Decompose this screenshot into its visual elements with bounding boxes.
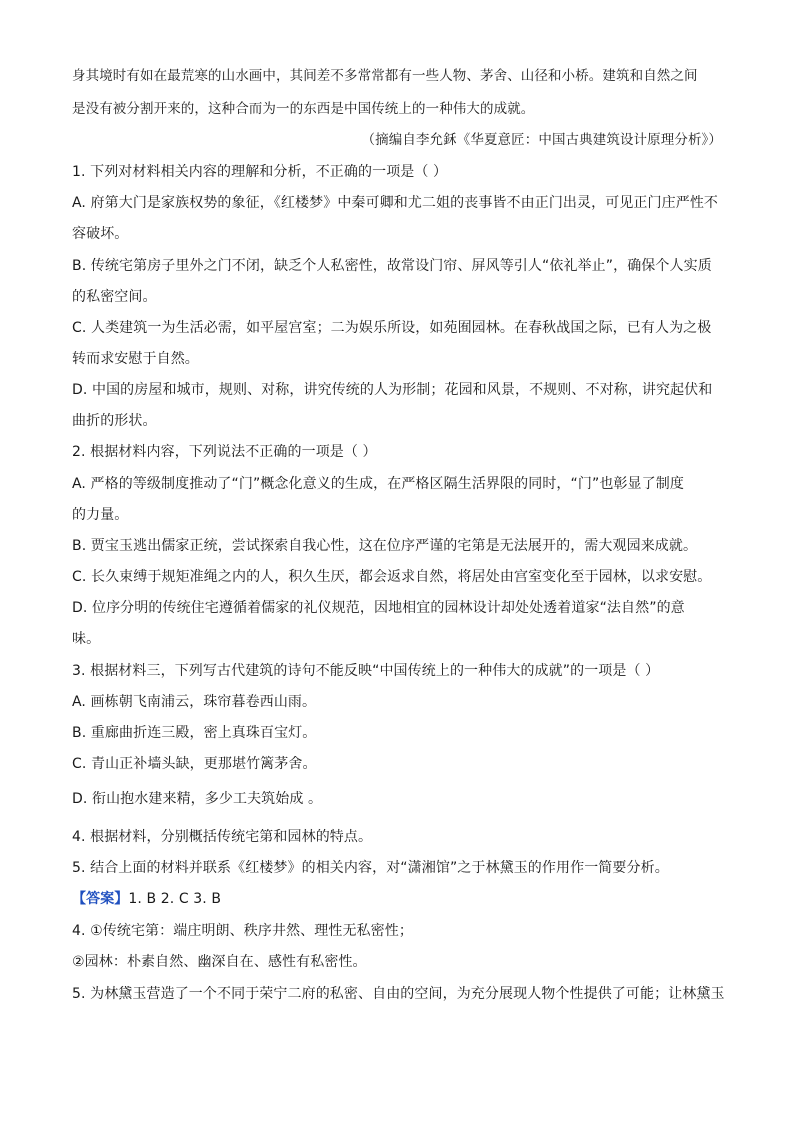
answer-line-4: 5. 为林黛玉营造了一个不同于荣宁二府的私密、自由的空间，为充分展现人物个性提供了可能；让林黛玉 (72, 986, 725, 1002)
q3-option-a: A. 画栋朝飞南浦云，珠帘暮卷西山雨。 (72, 694, 317, 710)
q2-option-c: C. 长久束缚于规矩准绳之内的人，积久生厌，都会返求自然，将居处由宫室变化至于园林，以求安慰。 (72, 569, 712, 585)
answer-tag: 【答案】 (72, 891, 129, 907)
answer-line-3: ②园林：朴素自然、幽深自在、感性有私密性。 (72, 954, 367, 970)
answer-line-2: 4. ①传统宅第：端庄明朗、秩序井然、理性无私密性； (72, 923, 413, 939)
q2-option-b: B. 贾宝玉逃出儒家正统，尝试探索自我心性，这在位序严谨的宅第是无法展开的，需大观园来成就。 (72, 538, 698, 554)
answer-choices: 1. B 2. C 3. B (128, 891, 222, 907)
answer-line-1 (72, 889, 724, 909)
question-5: 5. 结合上面的材料并联系《红楼梦》的相关内容，对“潇湘馆”之于林黛玉的作用作一简要分析。 (72, 860, 669, 876)
q1-option-b-line-2: 的私密空间。 (72, 289, 157, 305)
q1-option-a-line-1: A. 府第大门是家族权势的象征，《红楼梦》中秦可卿和尤二姐的丧事皆不由正门出灵，可见正门庄严性不 (72, 195, 719, 211)
q1-option-c-line-2: 转而求安慰于自然。 (72, 351, 199, 367)
q1-option-d-line-1: D. 中国的房屋和城市，规则、对称，讲究传统的人为形制；花园和风景，不规则、不对称，讲究起伏和 (72, 382, 713, 398)
question-1-stem: 1. 下列对材料相关内容的理解和分析，不正确的一项是（ ） (72, 164, 448, 180)
q2-option-a-line-2: 的力量。 (72, 507, 129, 523)
q3-option-c: C. 青山正补墙头缺，更那堪竹篱茅舍。 (72, 756, 317, 772)
q1-option-b-line-1: B. 传统宅第房子里外之门不闭，缺乏个人私密性，故常设门帘、屏风等引人“依礼举止”，确保个人实质 (72, 258, 712, 274)
q2-option-a-line-1: A. 严格的等级制度推动了“门”概念化意义的生成，在严格区隔生活界限的同时，“门”也彰显了制度 (72, 476, 684, 492)
q1-option-d-line-2: 曲折的形状。 (72, 413, 157, 429)
excerpt-line-2: 是没有被分割开来的，这种合而为一的东西是中国传统上的一种伟大的成就。 (72, 101, 535, 117)
question-3-stem: 3. 根据材料三，下列写古代建筑的诗句不能反映“中国传统上的一种伟大的成就”的一项是（ ） (72, 663, 660, 679)
q2-option-d-line-1: D. 位序分明的传统住宅遵循着儒家的礼仪规范，因地相宜的园林设计却处处透着道家“法自然”的意 (72, 600, 685, 616)
question-2-stem: 2. 根据材料内容，下列说法不正确的一项是（ ） (72, 444, 377, 460)
q1-option-c-line-1: C. 人类建筑一为生活必需，如平屋宫室；二为娱乐所设，如苑囿园林。在春秋战国之际，已有人为之极 (72, 320, 712, 336)
q3-option-d: D. 衔山抱水建来精，多少工夫筑始成 。 (72, 791, 323, 807)
q1-option-a-line-2: 容破坏。 (72, 226, 129, 242)
excerpt-line-1: 身其境时有如在最荒寒的山水画中，其间差不多常常都有一些人物、茅舍、山径和小桥。建筑和自然之间 (72, 68, 698, 84)
q3-option-b: B. 重廊曲折连三殿，密上真珠百宝灯。 (72, 725, 317, 741)
q2-option-d-line-2: 味。 (72, 631, 101, 647)
excerpt-source: （摘编自李允鉌《华夏意匠：中国古典建筑设计原理分析》） (361, 132, 722, 148)
question-4: 4. 根据材料，分别概括传统宅第和园林的特点。 (72, 829, 373, 845)
